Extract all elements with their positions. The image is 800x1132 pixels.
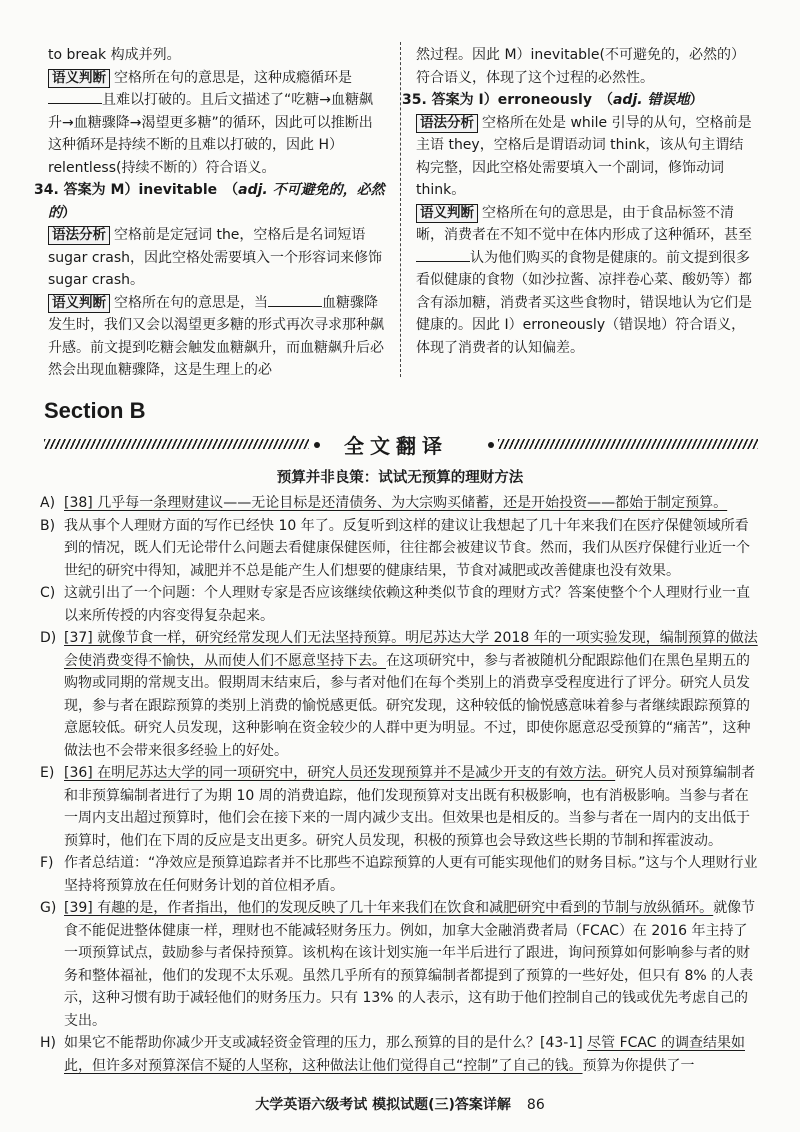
paragraph-label: A) xyxy=(40,495,56,511)
right-column xyxy=(402,44,756,359)
paragraph-text: 就像节食不能促进整体健康一样，理财也不能减轻财务压力。例如，加拿大金融消费者局（FCAC）在 2016 年主持了一项预算试点，鼓励参与者保持预算。该机构在该计划实施一年半后进行了跟进，询问预算如何影响参与者的财务和整体福祉，他们的发现不太乐观。虽然几乎所有的预算编制者都提到了预算的一些好处，但只有 8% 的人表示，这种习惯有助于减轻他们的财务压力。只有 13% 的人表示，这有助于他们控制自己的钱或优先考虑自己的支出。 xyxy=(64,900,756,1029)
q35-heading: 35. 答案为 I）erroneously （adj. 错误地） xyxy=(402,92,704,108)
paragraph-label: B) xyxy=(40,517,56,534)
paragraph-text: 如果它不能帮助你减少开支或减轻资金管理的压力，那么预算的目的是什么？[43-1] xyxy=(64,1035,588,1051)
translation-paragraph xyxy=(40,852,758,897)
footer-title: 大学英语六级考试 模拟试题(三)答案详解 xyxy=(255,1097,511,1113)
translation-paragraphs xyxy=(40,492,758,1077)
page-number: 86 xyxy=(526,1097,545,1113)
q34-grammar-block xyxy=(48,224,386,292)
translation-header-bar xyxy=(44,432,758,458)
grammar-tag: 语法分析 xyxy=(416,114,478,133)
paragraph-text: 作者总结道：“净效应是预算追踪者并不比那些不追踪预算的人更有可能实现他们的财务目标。”这与个人理财行业坚持将预算放在任何财务计划的首位相矛盾。 xyxy=(64,855,758,894)
paragraph-text: 我从事个人理财方面的写作已经快 10 年了。反复听到这样的建议让我想起了几十年来我们在医疗保健领域所看到的情况，既人们无论带什么问题去看健康保健医师，往往都会被建议节食。然而，我们从医疗保健行业近一个世纪的研究中得知，减肥并不总是能产生人们想要的健康结果，节食对减肥或改善健康也没有效果。 xyxy=(64,517,750,579)
paragraph-label: C) xyxy=(40,585,56,601)
key-sentence: [36] 在明尼苏达大学的同一项研究中，研究人员还发现预算并不是减少开支的有效方法。 xyxy=(64,765,616,781)
bullet-dot-right xyxy=(488,442,494,448)
hatch-decoration-left xyxy=(44,439,309,449)
q35-grammar-block xyxy=(416,112,756,202)
answer-blank xyxy=(48,91,102,104)
paragraph-label: G) xyxy=(40,900,57,916)
key-sentence: [37] 就像节食一样，研究经常发现人们无法坚持预算。明尼苏达大学 2018 年的一项实验发现，编制预算的做法会使消费变得不愉快，从而使人们不愿意坚持下去。 xyxy=(64,630,758,669)
semantic-tag: 语义判断 xyxy=(48,294,110,313)
q34-semantic-block xyxy=(48,292,386,382)
translation-paragraph xyxy=(40,627,758,762)
left-continued-text: to break 构成并列。 xyxy=(48,47,181,63)
q34-heading: 34. 答案为 M）inevitable （adj. 不可避免的，必然的） xyxy=(34,182,385,221)
translation-header: 全文翻译 xyxy=(344,434,448,458)
semantic-tag: 语义判断 xyxy=(48,69,110,88)
left-column xyxy=(34,44,386,382)
key-sentence: 尽管 FCAC 的调查结果如此，但许多对预算深信不疑的人坚称，这种做法让他们觉得自己“控制”了自己的钱。 xyxy=(64,1035,745,1074)
section-title: Section B xyxy=(44,398,146,423)
answer-blank xyxy=(416,249,470,262)
q35-grammar-text: 空格所在处是 while 引导的从句，空格前是主语 they，空格后是谓语动词 think，该从句主谓结构完整，因此空格处需要填入一个副词，修饰动词 think。 xyxy=(416,114,752,198)
translation-paragraph xyxy=(40,492,758,515)
grammar-tag: 语法分析 xyxy=(48,226,110,245)
q35-semantic-text-b: 认为他们购买的食物是健康的。前文提到很多看似健康的食物（如沙拉酱、凉拌卷心菜、酸奶等）都含有添加糖，消费者买这些食物时，错误地认为它们是健康的。因此 I）erroneously（错误地）符合语义，体现了消费者的认知偏差。 xyxy=(416,249,752,356)
q34-pos: adj. 不可避免的，必然的 xyxy=(48,182,385,221)
q34-semantic-text-b: 血糖骤降发生时，我们又会以渴望更多糖的形式再次寻求那种飙升感。前文提到吃糖会触发血糖飙升，而血糖飙升后必然会出现血糖骤降，这是生理上的必 xyxy=(48,294,384,378)
q34-grammar-text: 空格前是定冠词 the，空格后是名词短语 sugar crash，因此空格处需要填入一个形容词来修饰 sugar crash。 xyxy=(48,227,383,288)
translation-paragraph xyxy=(40,582,758,627)
paragraph-label: D) xyxy=(40,630,57,646)
article-title: 预算并非良策：试试无预算的理财方法 xyxy=(276,470,524,486)
q33-semantic-text-a: 空格所在句的意思是，这种成瘾循环是 xyxy=(114,69,352,86)
q35-semantic-text-a: 空格所在句的意思是，由于食品标签不清晰，消费者在不知不觉中在体内形成了这种循环，甚至 xyxy=(416,204,752,243)
paragraph-text: 在这项研究中，参与者被随机分配跟踪他们在黑色星期五的购物或同期的常规支出。假期周末结束后，参与者对他们在每个类别上的消费享受程度进行了评分。研究人员发现，参与者在跟踪预算的类别上消费的愉悦感更低。研究发现，这种较低的愉悦感意味着参与者继续跟踪预算的意愿较低。研究人员发现，这种影响在资金较少的人群中更为明显。不过，即使你愿意忍受预算的“痛苦”，这种做法也不会带来很多经验上的好处。 xyxy=(64,652,751,759)
page-footer xyxy=(0,1094,800,1114)
bullet-dot-left xyxy=(314,442,320,448)
right-continued-text: 然过程。因此 M）inevitable(不可避免的，必然的）符合语义，体现了这个过程的必然性。 xyxy=(416,47,745,86)
paragraph-text: 预算为你提供了一 xyxy=(582,1057,695,1074)
semantic-tag: 语义判断 xyxy=(416,204,478,223)
column-divider xyxy=(400,42,401,377)
q33-semantic-block xyxy=(48,67,386,180)
q34-semantic-text-a: 空格所在句的意思是，当 xyxy=(114,294,268,311)
answer-blank xyxy=(268,294,322,307)
q35-semantic-block xyxy=(416,202,756,360)
key-sentence: [38] 几乎每一条理财建议——无论目标是还清债务、为大宗购买储蓄，还是开始投资——都始于制定预算。 xyxy=(64,495,728,511)
translation-paragraph xyxy=(40,1032,758,1077)
paragraph-text: 这就引出了一个问题：个人理财专家是否应该继续依赖这种类似节食的理财方式？答案使整个个人理财行业一直以来所传授的内容变得复杂起来。 xyxy=(64,585,750,624)
paragraph-label: F) xyxy=(40,855,54,871)
paragraph-text: 研究人员对预算编制者和非预算编制者进行了为期 10 周的消费追踪，他们发现预算对支出既有积极影响，也有消极影响。当参与者在一周内支出超过预算时，他们会在接下来的一周内减少支出。但效果也是相反的。当参与者在一周内的支出低于预算时，他们在下周的反应是支出更多。研究人员发现，积极的预算也会导致这些长期的节制和挥霍波动。 xyxy=(64,765,756,849)
q35-pos: adj. 错误地 xyxy=(612,92,690,108)
hatch-decoration-right xyxy=(498,439,758,449)
q34-title: 34. 答案为 M）inevitable xyxy=(34,182,218,198)
q33-semantic-text-b: 且难以打破的。且后文描述了“吃糖→血糖飙升→血糖骤降→渴望更多糖”的循环，因此可以推断出这种循环是持续不断的且难以打破的，因此 H）relentless(持续不断的）符合语义。 xyxy=(48,92,373,176)
paragraph-label: H) xyxy=(40,1035,56,1051)
translation-paragraph xyxy=(40,762,758,852)
q35-title: 35. 答案为 I）erroneously xyxy=(402,92,592,108)
key-sentence: [39] 有趣的是，作者指出，他们的发现反映了几十年来我们在饮食和减肥研究中看到的节制与放纵循环。 xyxy=(64,900,714,916)
translation-paragraph xyxy=(40,897,758,1032)
paragraph-label: E) xyxy=(40,765,55,781)
translation-paragraph xyxy=(40,515,758,583)
